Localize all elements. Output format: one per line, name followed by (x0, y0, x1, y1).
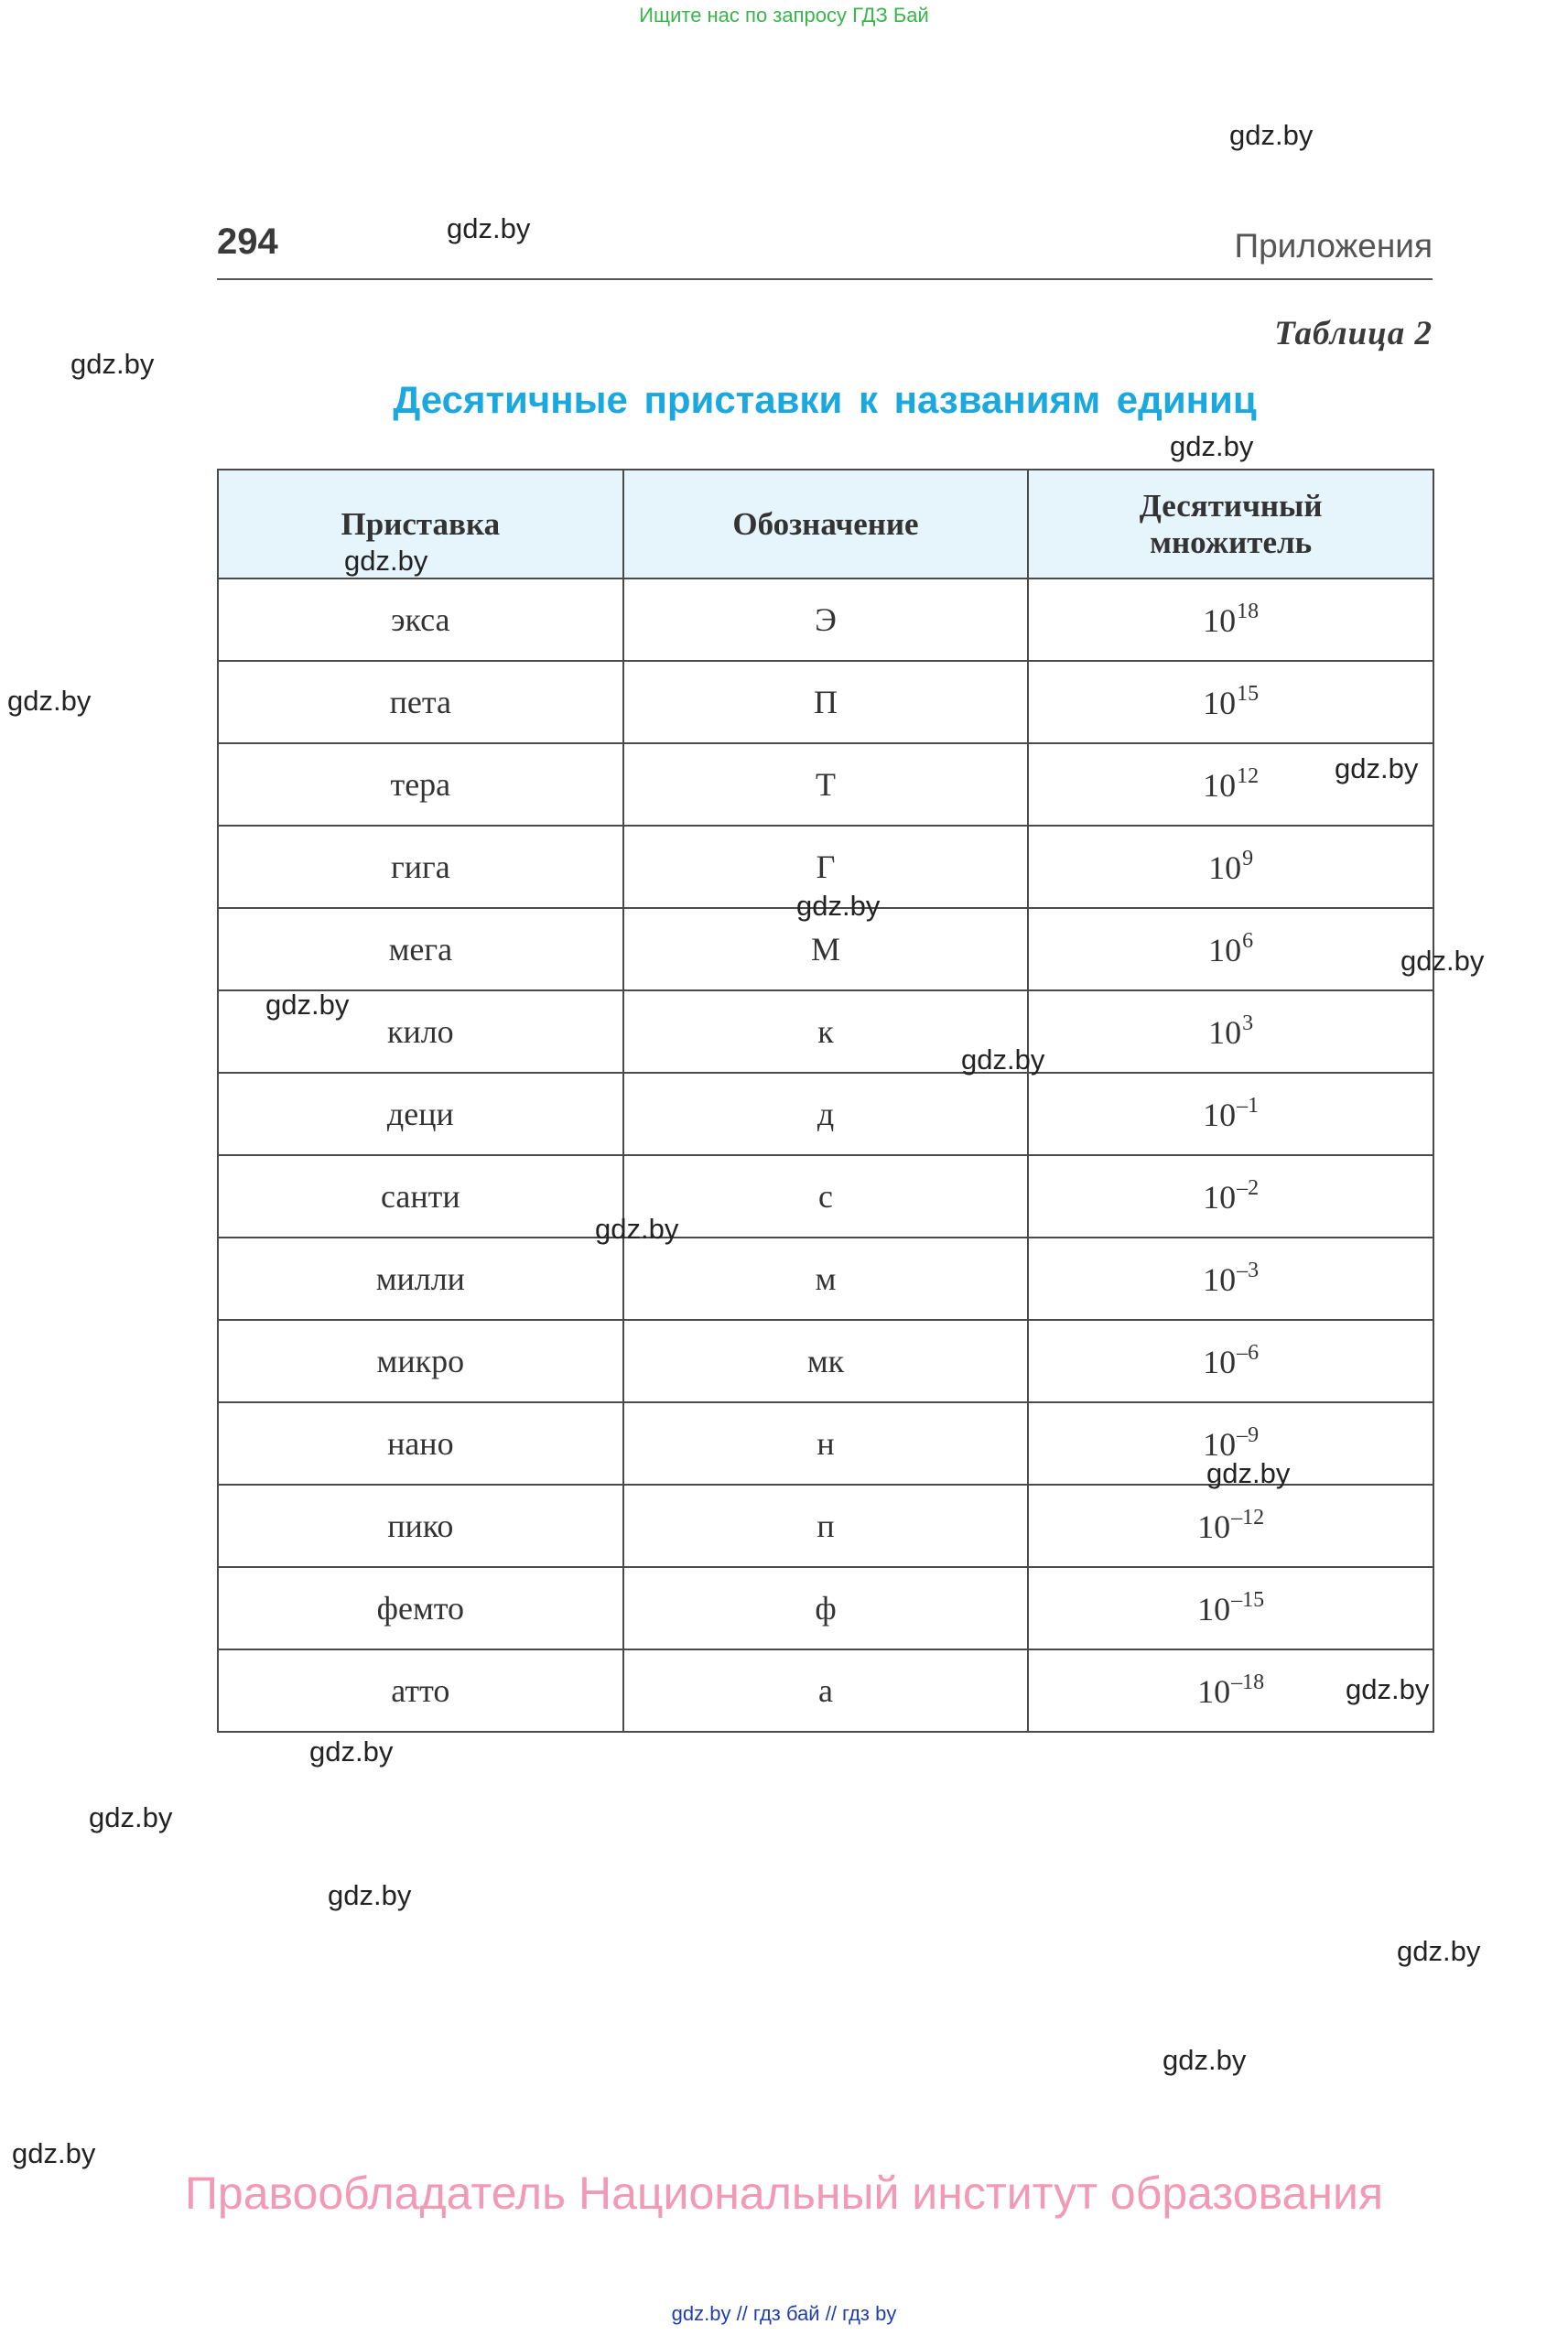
watermark: gdz.by (961, 1043, 1045, 1076)
multiplier-cell (1028, 1567, 1433, 1649)
prefix-cell: пико (218, 1485, 623, 1567)
prefix-cell: нано (218, 1402, 623, 1485)
multiplier-base: 10 (1203, 685, 1237, 721)
watermark: gdz.by (344, 545, 428, 577)
prefix-cell: экса (218, 578, 623, 661)
prefix-cell: деци (218, 1073, 623, 1155)
prefix-cell: пета (218, 661, 623, 743)
multiplier-exponent: –2 (1237, 1176, 1260, 1200)
prefix-cell: мега (218, 908, 623, 990)
multiplier-cell (1028, 1155, 1433, 1238)
watermark: gdz.by (447, 212, 531, 244)
multiplier-exponent: –9 (1237, 1423, 1260, 1447)
col-header-multiplier (1028, 470, 1433, 578)
multiplier-base: 10 (1208, 1014, 1242, 1051)
multiplier-cell (1028, 826, 1433, 908)
table-row (218, 1320, 1433, 1402)
symbol-cell: П (623, 661, 1029, 743)
prefix-cell: микро (218, 1320, 623, 1402)
col-header-multiplier-line1: Десятичный (1139, 487, 1323, 524)
watermark: gdz.by (89, 1801, 173, 1833)
multiplier-base: 10 (1203, 767, 1237, 804)
watermark: gdz.by (1206, 1457, 1291, 1489)
symbol-cell: м (623, 1238, 1029, 1320)
multiplier-base: 10 (1203, 1426, 1237, 1463)
multiplier-cell (1028, 578, 1433, 661)
table-row (218, 908, 1433, 990)
watermark: gdz.by (1346, 1673, 1430, 1705)
watermark: gdz.by (1229, 119, 1314, 151)
multiplier-cell (1028, 1402, 1433, 1485)
symbol-cell: мк (623, 1320, 1029, 1402)
watermark: gdz.by (1170, 430, 1254, 462)
table-row (218, 661, 1433, 743)
multiplier-cell (1028, 1485, 1433, 1567)
multiplier-exponent: 6 (1242, 929, 1254, 953)
table-body (218, 578, 1433, 1732)
multiplier-base: 10 (1203, 602, 1237, 639)
multiplier-cell (1028, 908, 1433, 990)
table-row (218, 1238, 1433, 1320)
multiplier-cell (1028, 661, 1433, 743)
symbol-cell: к (623, 990, 1029, 1073)
multiplier-exponent: 3 (1242, 1011, 1254, 1035)
multiplier-exponent: –6 (1237, 1341, 1260, 1365)
prefix-cell: тера (218, 743, 623, 826)
multiplier-base: 10 (1208, 849, 1242, 886)
section-title: Приложения (1234, 227, 1433, 265)
watermark: gdz.by (7, 685, 92, 717)
watermark: gdz.by (309, 1735, 394, 1768)
multiplier-exponent: 9 (1242, 847, 1254, 870)
symbol-cell: д (623, 1073, 1029, 1155)
multiplier-base: 10 (1197, 1591, 1231, 1627)
table-row (218, 1402, 1433, 1485)
multiplier-exponent: 15 (1237, 682, 1260, 706)
symbol-cell: Э (623, 578, 1029, 661)
prefix-cell: фемто (218, 1567, 623, 1649)
table-row (218, 1073, 1433, 1155)
multiplier-base: 10 (1203, 1261, 1237, 1298)
table-row (218, 826, 1433, 908)
multiplier-base: 10 (1197, 1673, 1231, 1710)
header-rule (217, 278, 1433, 280)
multiplier-cell (1028, 990, 1433, 1073)
symbol-cell: н (623, 1402, 1029, 1485)
prefix-cell: милли (218, 1238, 623, 1320)
symbol-cell: ф (623, 1567, 1029, 1649)
multiplier-cell (1028, 1649, 1433, 1732)
prefix-cell: санти (218, 1155, 623, 1238)
watermark: gdz.by (328, 1879, 412, 1911)
multiplier-cell (1028, 1073, 1433, 1155)
multiplier-exponent: –3 (1237, 1259, 1260, 1282)
page-number: 294 (217, 222, 278, 262)
table-row (218, 1485, 1433, 1567)
multiplier-base: 10 (1203, 1179, 1237, 1216)
multiplier-cell (1028, 743, 1433, 826)
multiplier-exponent: –1 (1237, 1094, 1260, 1118)
table-row (218, 578, 1433, 661)
multiplier-exponent: –15 (1231, 1588, 1265, 1612)
multiplier-base: 10 (1208, 932, 1242, 968)
table-row (218, 990, 1433, 1073)
top-banner: Ищите нас по запросу ГДЗ Бай (639, 4, 929, 27)
watermark: gdz.by (796, 890, 881, 922)
symbol-cell: Г (623, 826, 1029, 908)
rights-holder-notice: Правообладатель Национальный институт образования (184, 2168, 1384, 2219)
table-header-row (218, 470, 1433, 578)
watermark: gdz.by (1335, 752, 1419, 784)
watermark: gdz.by (595, 1213, 679, 1245)
multiplier-exponent: 12 (1237, 764, 1260, 788)
table-row (218, 743, 1433, 826)
prefix-cell: кило (218, 990, 623, 1073)
multiplier-cell (1028, 1320, 1433, 1402)
table-row (218, 1649, 1433, 1732)
table-row (218, 1155, 1433, 1238)
multiplier-exponent: –18 (1231, 1670, 1265, 1694)
symbol-cell: Т (623, 743, 1029, 826)
watermark: gdz.by (265, 989, 350, 1021)
table-title: Десятичные приставки к названиям единиц (393, 378, 1257, 421)
multiplier-base: 10 (1203, 1344, 1237, 1380)
footer: gdz.by // гдз бай // гдз by (671, 2302, 897, 2325)
watermark: gdz.by (1162, 2044, 1247, 2076)
prefixes-table (217, 469, 1434, 1733)
symbol-cell: п (623, 1485, 1029, 1567)
col-header-symbol: Обозначение (623, 470, 1029, 578)
col-header-multiplier-line2: множитель (1150, 524, 1313, 560)
watermark: gdz.by (1400, 945, 1485, 977)
table-label: Таблица 2 (1274, 315, 1433, 352)
watermark: gdz.by (1397, 1935, 1481, 1967)
multiplier-base: 10 (1203, 1097, 1237, 1133)
multiplier-base: 10 (1197, 1508, 1231, 1545)
col-header-prefix: Приставка (218, 470, 623, 578)
symbol-cell: с (623, 1155, 1029, 1238)
watermark: gdz.by (12, 2137, 96, 2169)
symbol-cell: М (623, 908, 1029, 990)
multiplier-exponent: –12 (1231, 1506, 1265, 1530)
watermark: gdz.by (70, 348, 155, 380)
prefix-cell: атто (218, 1649, 623, 1732)
prefix-cell: гига (218, 826, 623, 908)
multiplier-exponent: 18 (1237, 600, 1260, 623)
table-row (218, 1567, 1433, 1649)
multiplier-cell (1028, 1238, 1433, 1320)
symbol-cell: а (623, 1649, 1029, 1732)
